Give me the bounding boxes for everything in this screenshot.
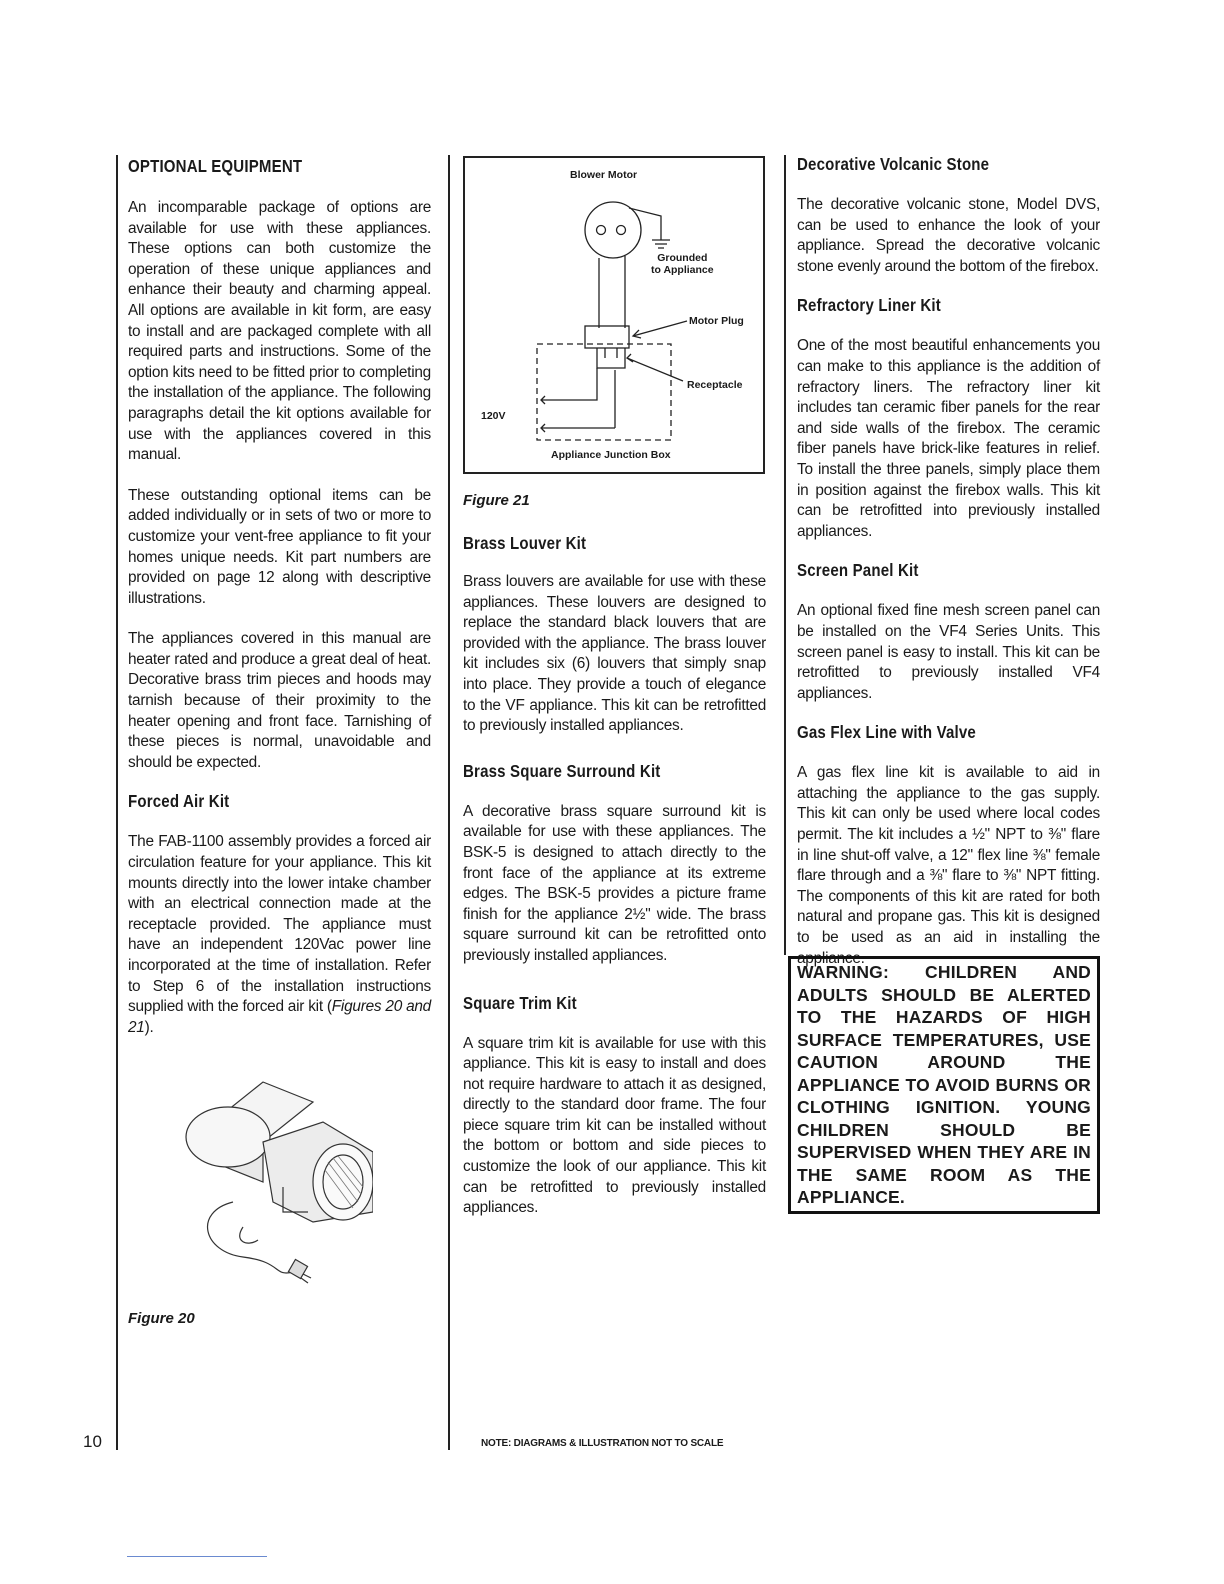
- forced-air-heading: Forced Air Kit: [128, 791, 230, 812]
- page-number: 10: [83, 1432, 102, 1451]
- column-3: [797, 150, 1100, 969]
- brass-square-paragraph: A decorative brass square surround kit is available for use with these appliances. The BSK-5 is designed to attach directly to the front face of the appliance at its extreme edges. The BSK-5 provides a picture frame finish for the appliance 2½" wide. The brass square surround kit can be retrofitted onto previously installed appliances.: [463, 802, 766, 964]
- footer-note: NOTE: DIAGRAMS & ILLUSTRATION NOT TO SCALE: [481, 1438, 724, 1449]
- voltage-label: 120V: [481, 410, 506, 422]
- figure-reference: Figures 20 and 21: [128, 998, 431, 1036]
- receptacle-label: Receptacle: [687, 379, 743, 391]
- square-trim-paragraph: A square trim kit is available for use with this appliance. This kit is easy to install and does not require hardware to attach it as designed, directly to the standard door frame. The four piece square trim kit can be installed without the bottom or bottom and side pieces to customize the look of our appliance. This kit can be retrofitted to previously installed appliances.: [463, 1034, 766, 1217]
- refractory-paragraph: One of the most beautiful enhancements you can make to this appliance is the addition of refractory liners. The refractory liner kit includes tan ceramic fiber panels for the rear and side walls of the firebox. The ceramic fiber panels have brick-like features in relief. To install the three panels, simply place them in position against the firebox walls. This kit can be retrofitted into previously installed appliances.: [797, 337, 1100, 540]
- gas-flex-heading: Gas Flex Line with Valve: [797, 722, 976, 743]
- grounded-label: Grounded to Appliance: [651, 252, 714, 276]
- column-divider-1: [448, 155, 450, 1450]
- column-1: [128, 150, 431, 1327]
- square-trim-heading: Square Trim Kit: [463, 992, 577, 1013]
- junction-box-label: Appliance Junction Box: [551, 449, 671, 461]
- blower-motor-label: Blower Motor: [570, 169, 638, 181]
- figure-21-caption: Figure 21: [463, 492, 530, 509]
- forced-air-paragraph: The FAB-1100 assembly provides a forced air circulation feature for your appliance. This kit mounts directly into the lower intake chamber with an electrical connection made at the receptacle provided. The appliance must have an independent 120Vac power line incorporated at the time of installation. Refer to Step 6 of the installation instructions supplied with the forced air kit (Figures 20 and 21).: [128, 833, 431, 1036]
- brass-louver-paragraph: Brass louvers are available for use with these appliances. These louvers are designed to replace the standard black louvers that are provided with the appliance. The brass louver kit includes six (6) louvers that simply snap into place. They provide a touch of elegance to the VF appliance. This kit can be retrofitted to previously installed appliances.: [463, 573, 766, 735]
- optional-equipment-heading: OPTIONAL EQUIPMENT: [128, 156, 303, 176]
- warning-box: WARNING: CHILDREN AND ADULTS SHOULD BE ALERTED TO THE HAZARDS OF HIGH SURFACE TEMPERATURES, USE CAUTION AROUND THE APPLIANCE TO AVOID BURNS OR CLOTHING IGNITION. YOUNG CHILDREN SHOULD BE SUPERVISED WHEN THEY ARE IN THE SAME ROOM AS THE APPLIANCE.: [788, 956, 1100, 1214]
- column-divider-2: [784, 155, 786, 955]
- column-2: [463, 492, 766, 1219]
- optional-paragraph-1: An incomparable package of options are available for use with these appliances. These options can both customize the operation of these unique appliances and enhance their beauty and charming appeal. All options are available in kit form, are easy to install and are packaged complete with all required parts and instructions. Some of the option kits need to be fitted prior to completing the installation of the appliance. The following paragraphs detail the kit options available for use with the appliances covered in this manual.: [128, 199, 431, 464]
- figure-20-caption: Figure 20: [128, 1310, 195, 1328]
- motor-plug-label: Motor Plug: [689, 315, 744, 327]
- optional-paragraph-2: These outstanding optional items can be added individually or in sets of two or more to customize your vent-free appliance to fit your homes unique needs. Kit part numbers are provided on page 12 along with descriptive illustrations.: [128, 486, 431, 607]
- screen-panel-heading: Screen Panel Kit: [797, 560, 919, 581]
- refractory-heading: Refractory Liner Kit: [797, 295, 941, 316]
- brass-square-heading: Brass Square Surround Kit: [463, 760, 661, 781]
- left-margin-rule: [116, 155, 118, 1450]
- screen-panel-paragraph: An optional fixed fine mesh screen panel can be installed on the VF4 Series Units. This screen panel is easy to install. This kit can be retrofitted to previously installed VF4 appliances.: [797, 602, 1100, 702]
- blower-illustration: [173, 1062, 373, 1292]
- brass-louver-heading: Brass Louver Kit: [463, 533, 587, 553]
- footer-divider: [127, 1556, 267, 1557]
- gas-flex-paragraph: A gas flex line kit is available to aid in attaching the appliance to the gas supply. This kit can only be used where local codes permit. The kit includes a ½" NPT to ⅜" flare in line shut-off valve, a 12" flex line ⅜" female flare through and a ⅜" flare to ⅜" NPT fitting. The components of this kit are rated for both natural and propane gas. This kit is designed to be used as an aid in installing the appliance.: [797, 764, 1100, 967]
- volcanic-stone-heading: Decorative Volcanic Stone: [797, 154, 990, 174]
- optional-paragraph-3: The appliances covered in this manual are heater rated and produce a great deal of heat. Decorative brass trim pieces and hoods may tarnish because of their proximity to the heater opening and front face. Tarnishing of these pieces is normal, unavoidable and should be expected.: [128, 630, 431, 771]
- wiring-diagram: [463, 156, 765, 474]
- volcanic-stone-paragraph: The decorative volcanic stone, Model DVS, can be used to enhance the look of your appliance. Spread the decorative volcanic stone evenly around the bottom of the firebox.: [797, 196, 1100, 275]
- blower-motor-icon: [585, 202, 641, 258]
